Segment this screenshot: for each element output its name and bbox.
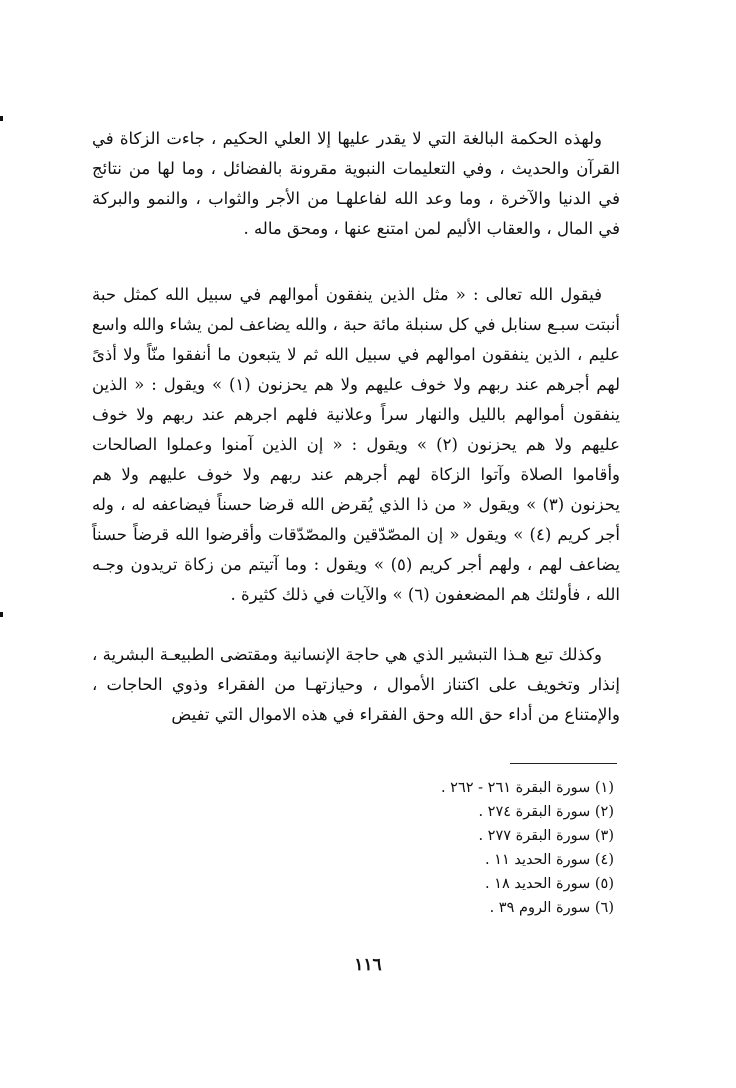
margin-mark <box>0 116 3 121</box>
paragraph-text: وكذلك تبع هـذا التبشير الذي هي حاجة الإنسانية ومقتضى الطبيعـة البشرية ، إنذار وتخويف على اكتناز الأموال ، وحيازتهـا من الفقراء وذوي الحاجات ، والإمتناع من أداء حق الله وحق الفقراء في هذه الاموال التي تفيض <box>92 645 620 724</box>
paragraph-quran-verses <box>92 280 620 610</box>
paragraph-text: ولهذه الحكمة البالغة التي لا يقدر عليها إلا العلي الحكيم ، جاءت الزكاة في القرآن والحديث ، وفي التعليمات النبوية مقرونة بالفضائل ، وما لها من نتائج في الدنيا والآخرة ، وما وعد الله لفاعلهـا من الأجر والثواب ، والنمو والبركة في المال ، والعقاب الأليم لمن امتنع عنها ، ومحق ماله . <box>92 129 620 238</box>
paragraph-warning <box>92 640 620 730</box>
paragraph-text: فيقول الله تعالى : « مثل الذين ينفقون أموالهم في سبيل الله كمثل حبة أنبتت سبـع سنابل في كل سنبلة مائة حبة ، والله يضاعف لمن يشاء والله واسع عليم ، الذين ينفقون اموالهم في سبيل الله ثم لا يتبعون ما أنفقوا منّاً ولا أذىً لهم أجرهم عند ربهم ولا خوف عليهم ولا هم يحزنون (١) » ويقول : « الذين ينفقون أموالهم بالليل والنهار سراً وعلانية فلهم اجرهم عند ربهم ولا خوف عليهم ولا هم يحزنون (٢) » ويقول : « إن الذين آمنوا وعملوا الصالحات وأقاموا الصلاة وآتوا الزكاة لهم أجرهم عند ربهم ولا خوف عليهم ولا هم يحزنون (٣) » ويقول « من ذا الذي يُقرض الله قرضا حسناً فيضاعفه له ، وله أجر كريم (٤) » ويقول « إن المصّدّقين والمصّدّقات وأقرضوا الله قرضاً حسناً يضاعف لهم ، ولهم أجر كريم (٥) » ويقول : وما آتيتم من زكاة تريدون وجـه الله ، فأولئك هم المضعفون (٦) » والآيات في ذلك كثيرة . <box>92 285 621 604</box>
footnote-item: (٤) سورة الحديد ١١ . <box>484 852 614 868</box>
page-number: ١١٦ <box>354 955 382 975</box>
footnote-item: (١) سورة البقرة ٢٦١ - ٢٦٢ . <box>440 780 614 796</box>
footnote-separator <box>510 763 617 764</box>
footnote-item: (٣) سورة البقرة ٢٧٧ . <box>478 828 614 844</box>
footnote-item: (٢) سورة البقرة ٢٧٤ . <box>478 804 614 820</box>
paragraph-zakat-wisdom <box>92 124 620 244</box>
footnote-item: (٦) سورة الروم ٣٩ . <box>489 900 614 916</box>
margin-mark <box>0 612 3 617</box>
footnote-item: (٥) سورة الحديد ١٨ . <box>484 876 614 892</box>
footnotes-list <box>300 776 620 920</box>
